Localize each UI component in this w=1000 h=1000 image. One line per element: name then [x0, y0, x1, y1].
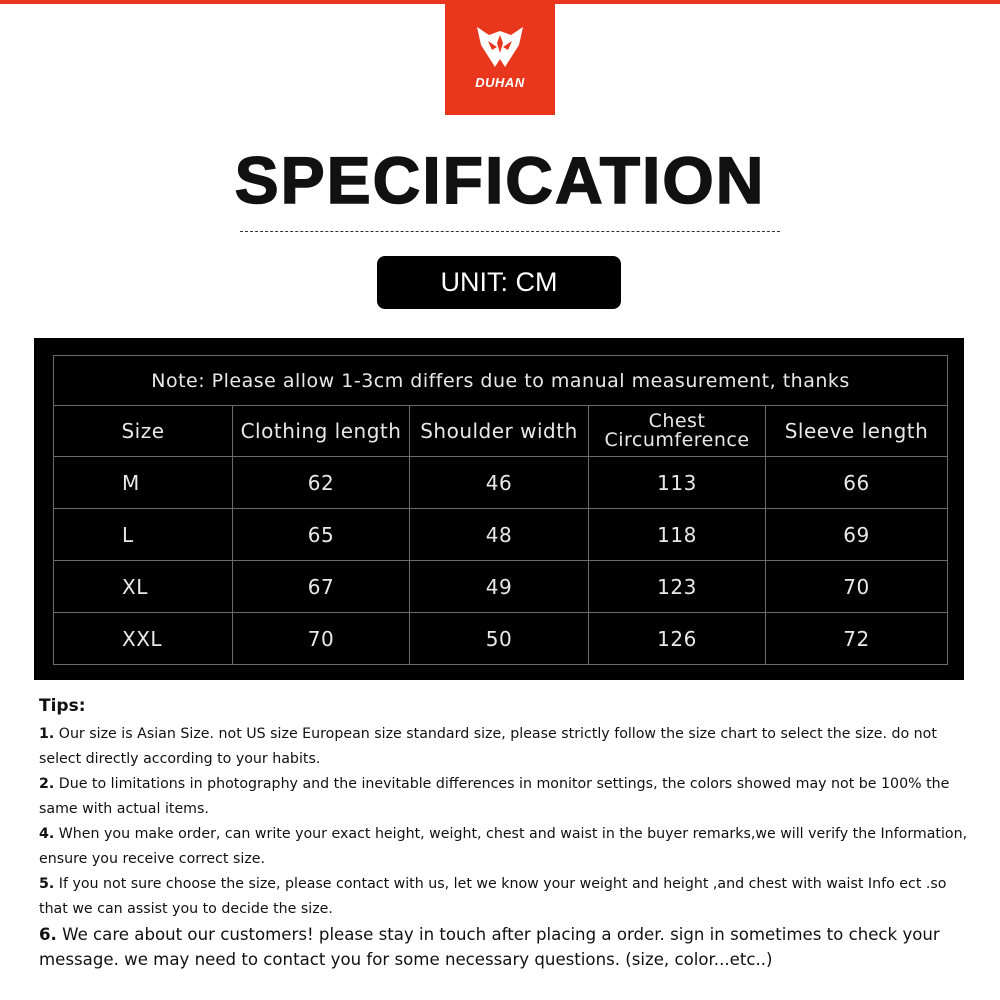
table-cell: 113 [589, 457, 766, 509]
table-cell: 72 [766, 613, 948, 665]
header-sleeve-length: Sleeve length [766, 406, 948, 457]
header-clothing-length: Clothing length [233, 406, 410, 457]
tip-item: 6. We care about our customers! please stay in touch after placing a order. sign in sometimes to check your message. we may need to contact you for some necessary questions. (size, color...etc..) [39, 925, 940, 969]
size-cell: XL [54, 561, 233, 613]
table-cell: 70 [766, 561, 948, 613]
table-cell: 50 [410, 613, 589, 665]
size-cell: L [54, 509, 233, 561]
table-row [54, 613, 948, 665]
header-size: Size [54, 406, 233, 457]
size-cell: M [54, 457, 233, 509]
size-chart [34, 338, 964, 680]
unit-badge: UNIT: CM [377, 256, 621, 309]
table-cell: 65 [233, 509, 410, 561]
brand-name: DUHAN [475, 75, 525, 90]
page-title: SPECIFICATION [234, 143, 766, 217]
header-row [54, 406, 948, 457]
table-cell: 69 [766, 509, 948, 561]
table-cell: 48 [410, 509, 589, 561]
header-chest-circumference: Chest Circumference [589, 406, 766, 457]
size-table [53, 355, 948, 665]
size-cell: XXL [54, 613, 233, 665]
table-row [54, 561, 948, 613]
tip-item: 1. Our size is Asian Size. not US size European size standard size, please strictly follow the size chart to select the size. do not select directly according to your habits. [39, 726, 937, 767]
table-cell: 70 [233, 613, 410, 665]
title-divider [240, 231, 780, 232]
fox-head-icon [475, 25, 525, 69]
table-row [54, 509, 948, 561]
brand-logo [445, 3, 555, 115]
tips-section [39, 696, 974, 972]
measurement-note: Note: Please allow 1-3cm differs due to manual measurement, thanks [54, 356, 948, 406]
tip-item: 5. If you not sure choose the size, please contact with us, let we know your weight and height ,and chest with waist Info ect .so that we can assist you to decide the size. [39, 876, 947, 917]
table-cell: 46 [410, 457, 589, 509]
tip-item: 2. Due to limitations in photography and the inevitable differences in monitor settings, the colors showed may not be 100% the same with actual items. [39, 776, 950, 817]
table-cell: 62 [233, 457, 410, 509]
table-row [54, 457, 948, 509]
table-cell: 126 [589, 613, 766, 665]
tip-item: 4. When you make order, can write your exact height, weight, chest and waist in the buyer remarks,we will verify the Information, ensure you receive correct size. [39, 826, 968, 867]
table-cell: 118 [589, 509, 766, 561]
tips-title: Tips: [39, 696, 86, 716]
table-cell: 123 [589, 561, 766, 613]
table-cell: 67 [233, 561, 410, 613]
table-cell: 49 [410, 561, 589, 613]
header-shoulder-width: Shoulder width [410, 406, 589, 457]
table-cell: 66 [766, 457, 948, 509]
